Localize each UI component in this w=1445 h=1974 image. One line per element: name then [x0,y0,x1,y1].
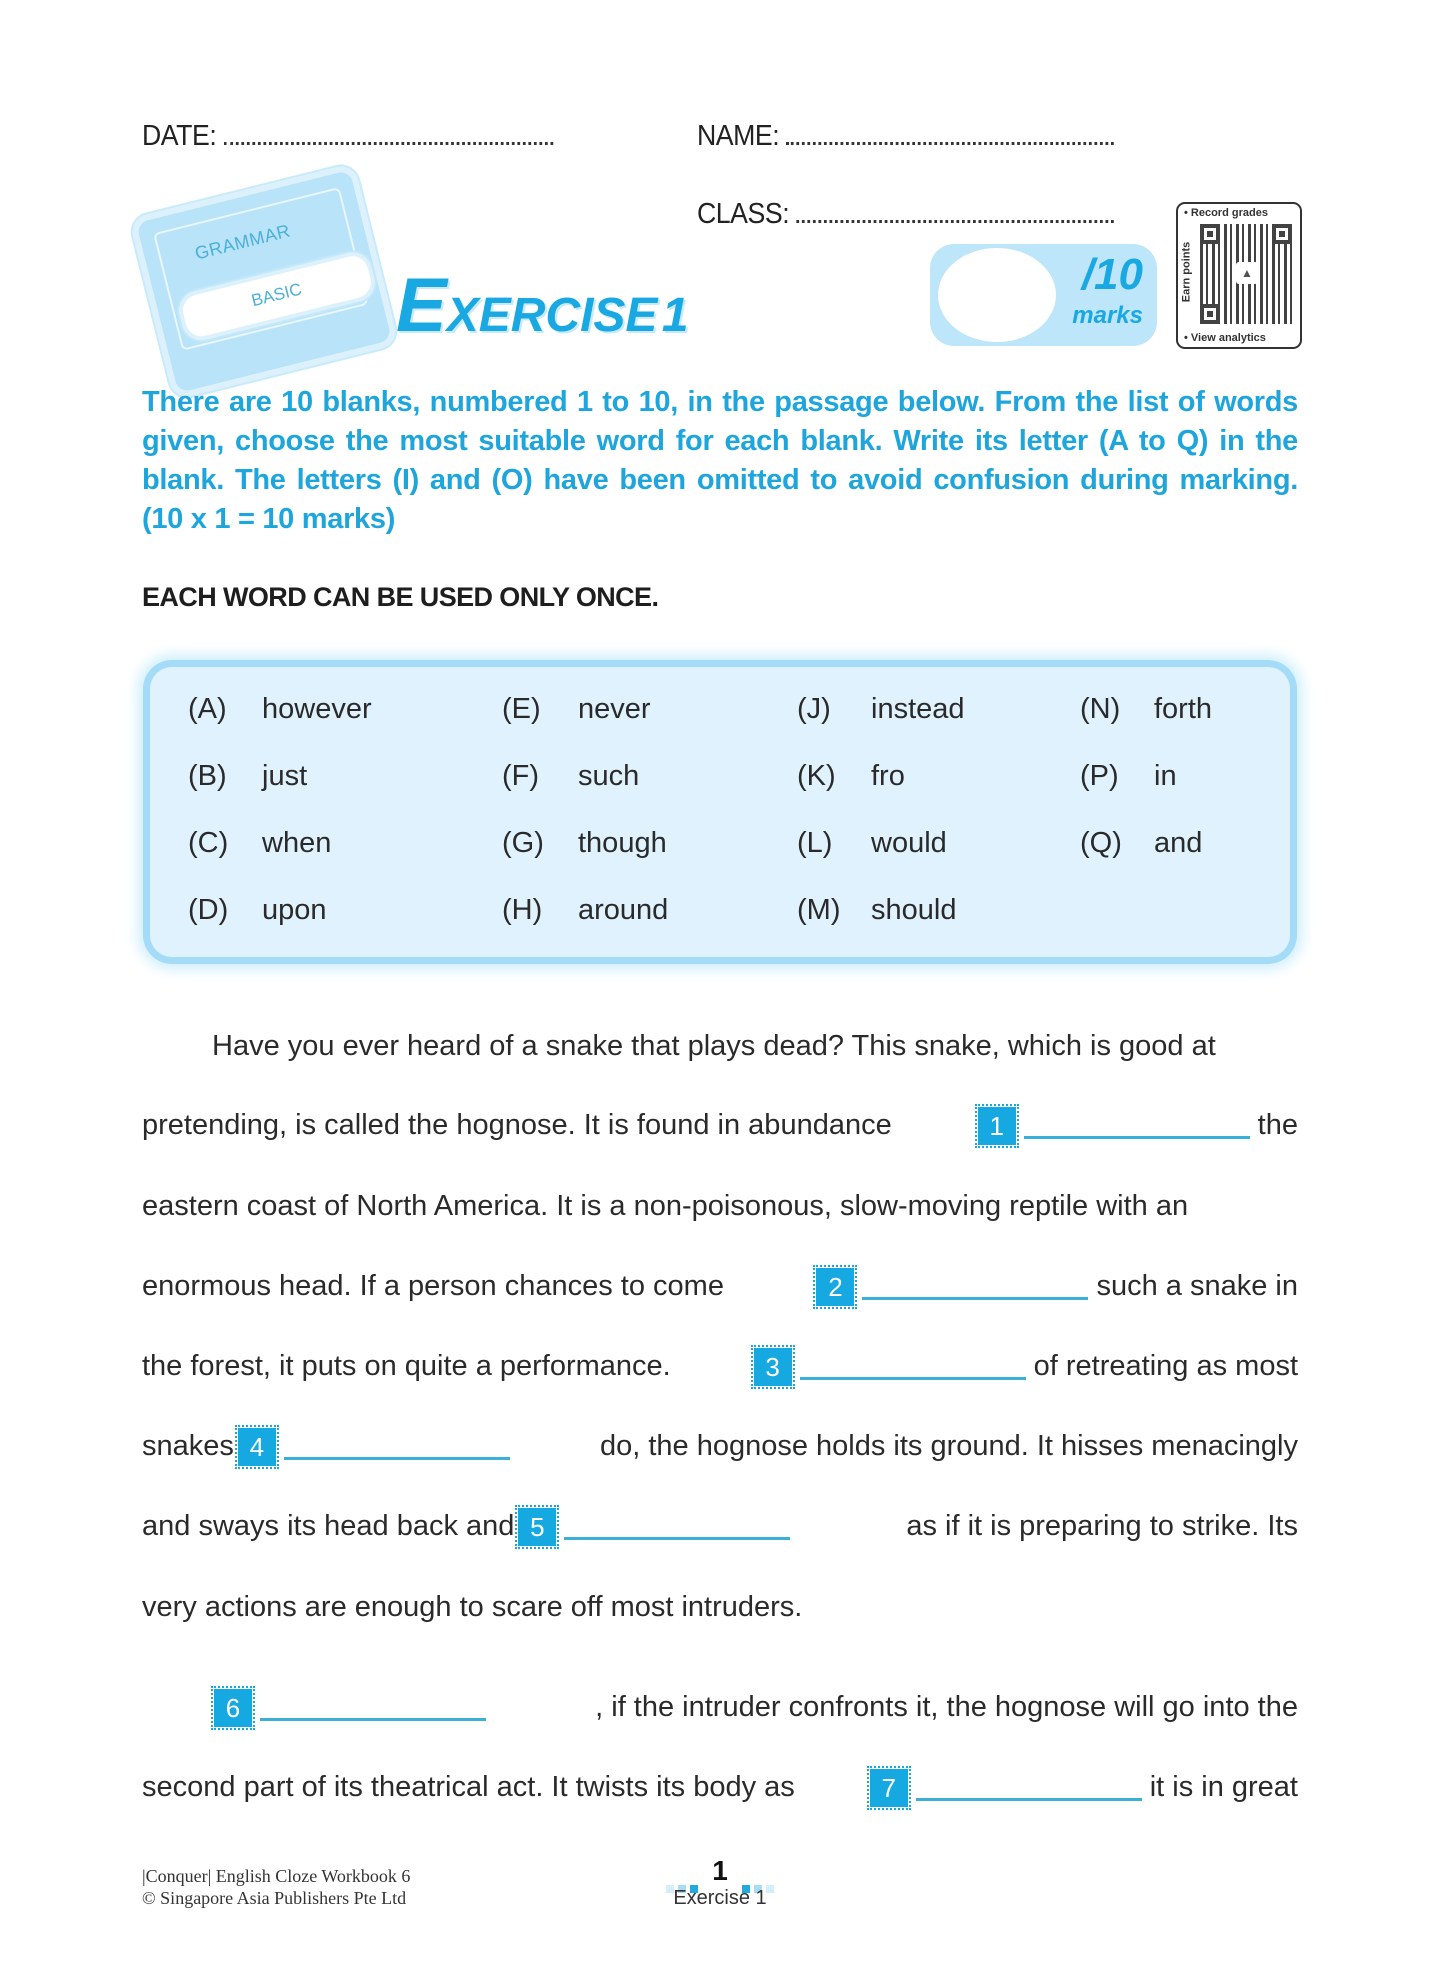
word-option: (E) never [502,693,651,725]
passage-line: pretending, is called the hognose. It is found in abundance 1 the [142,1105,1298,1145]
name-field[interactable] [697,120,1114,153]
title-first-letter: E [396,263,447,348]
word-option: (D) upon [188,894,327,926]
answer-blank-7[interactable] [916,1776,1142,1801]
qr-record-grades: • Record grades [1184,207,1268,219]
word-option: (B) just [188,760,308,792]
footer-book-title: |Conquer| English Cloze Workbook 6 [142,1866,411,1886]
qr-finder-icon [1272,224,1292,244]
answer-blank-5[interactable] [564,1515,790,1540]
passage-line: the forest, it puts on quite a performance. 3 of retreating as most [142,1346,1298,1386]
blank-number-3: 3 [754,1348,792,1386]
qr-finder-icon [1200,304,1220,324]
word-option: (H) around [502,894,669,926]
class-label: CLASS: [697,198,790,230]
score-total: /10 [1081,250,1143,299]
word-option: (A) however [188,693,372,725]
passage-line: enormous head. If a person chances to come 2 such a snake in [142,1266,1298,1306]
badge-level: BASIC [249,279,304,311]
badge-category: GRAMMAR [192,220,293,264]
page-number: 1 [664,1855,776,1887]
blank-number-6: 6 [214,1689,252,1727]
answer-blank-1[interactable] [1024,1114,1250,1139]
word-option: (M) should [797,894,957,926]
word-option: (L) would [797,827,947,859]
answer-blank-4[interactable] [284,1435,510,1460]
blank-number-2: 2 [816,1268,854,1306]
passage-line: eastern coast of North America. It is a non-poisonous, slow-moving reptile with an [142,1190,1189,1222]
qr-logo-icon: ▲ [1236,262,1258,284]
exercise-title [396,262,689,349]
score-label: marks [1072,302,1143,329]
instructions: There are 10 blanks, numbered 1 to 10, in the passage below. From the list of words given, choose the most suitable word for each blank. Write its letter (A to Q) in the blank. The letters (I) and (O) have been omitted to avoid confusion during marking. (10 x 1 = 10 marks) [142,386,1298,535]
score-box [930,244,1157,346]
date-field[interactable] [142,120,553,153]
score-input-oval[interactable] [938,248,1056,342]
qr-earn-points: Earn points [1180,241,1193,303]
class-field[interactable] [697,198,1114,231]
usage-rule: EACH WORD CAN BE USED ONLY ONCE. [142,582,659,612]
word-option: (F) such [502,760,640,792]
passage-line: 6 , if the intruder confronts it, the hognose will go into the [142,1687,1298,1727]
blank-number-4: 4 [238,1428,276,1466]
word-option: (C) when [188,827,332,859]
answer-blank-3[interactable] [800,1355,1026,1380]
page-label: Exercise 1 [673,1887,767,1909]
name-label: NAME: [697,120,780,152]
blank-number-7: 7 [870,1769,908,1807]
name-dotted-line [787,134,1115,145]
word-option: (J) instead [797,693,965,725]
footer-credits [142,1865,410,1909]
passage-line: second part of its theatrical act. It twists its body as 7 it is in great [142,1767,1298,1807]
passage-line: and sways its head back and 5 as if it is preparing to strike. Its [142,1506,1298,1546]
word-option: (K) fro [797,760,905,792]
date-label: DATE: [142,120,217,152]
grammar-badge [129,163,399,401]
word-option: (N) forth [1080,693,1213,725]
answer-blank-6[interactable] [260,1696,486,1721]
qr-view-analytics: • View analytics [1184,332,1266,344]
word-option: (Q) and [1080,827,1203,859]
word-list-box [150,667,1290,957]
class-dotted-line [797,212,1114,223]
title-number: 1 [661,289,689,342]
title-rest: XERCISE [446,289,658,342]
date-dotted-line [224,134,553,145]
blank-number-1: 1 [978,1107,1016,1145]
word-option: (P) in [1080,760,1177,792]
qr-finder-icon [1200,224,1220,244]
qr-code-icon [1200,224,1292,324]
answer-blank-2[interactable] [862,1275,1088,1300]
passage-line: Have you ever heard of a snake that plays dead? This snake, which is good at [212,1030,1216,1062]
qr-card[interactable] [1176,202,1302,349]
footer-copyright: © Singapore Asia Publishers Pte Ltd [142,1888,407,1908]
word-option: (G) though [502,827,667,859]
passage-line: snakes 4 do, the hognose holds its ground. It hisses menacingly [142,1426,1298,1466]
blank-number-5: 5 [518,1508,556,1546]
passage-line: very actions are enough to scare off most intruders. [142,1591,803,1623]
